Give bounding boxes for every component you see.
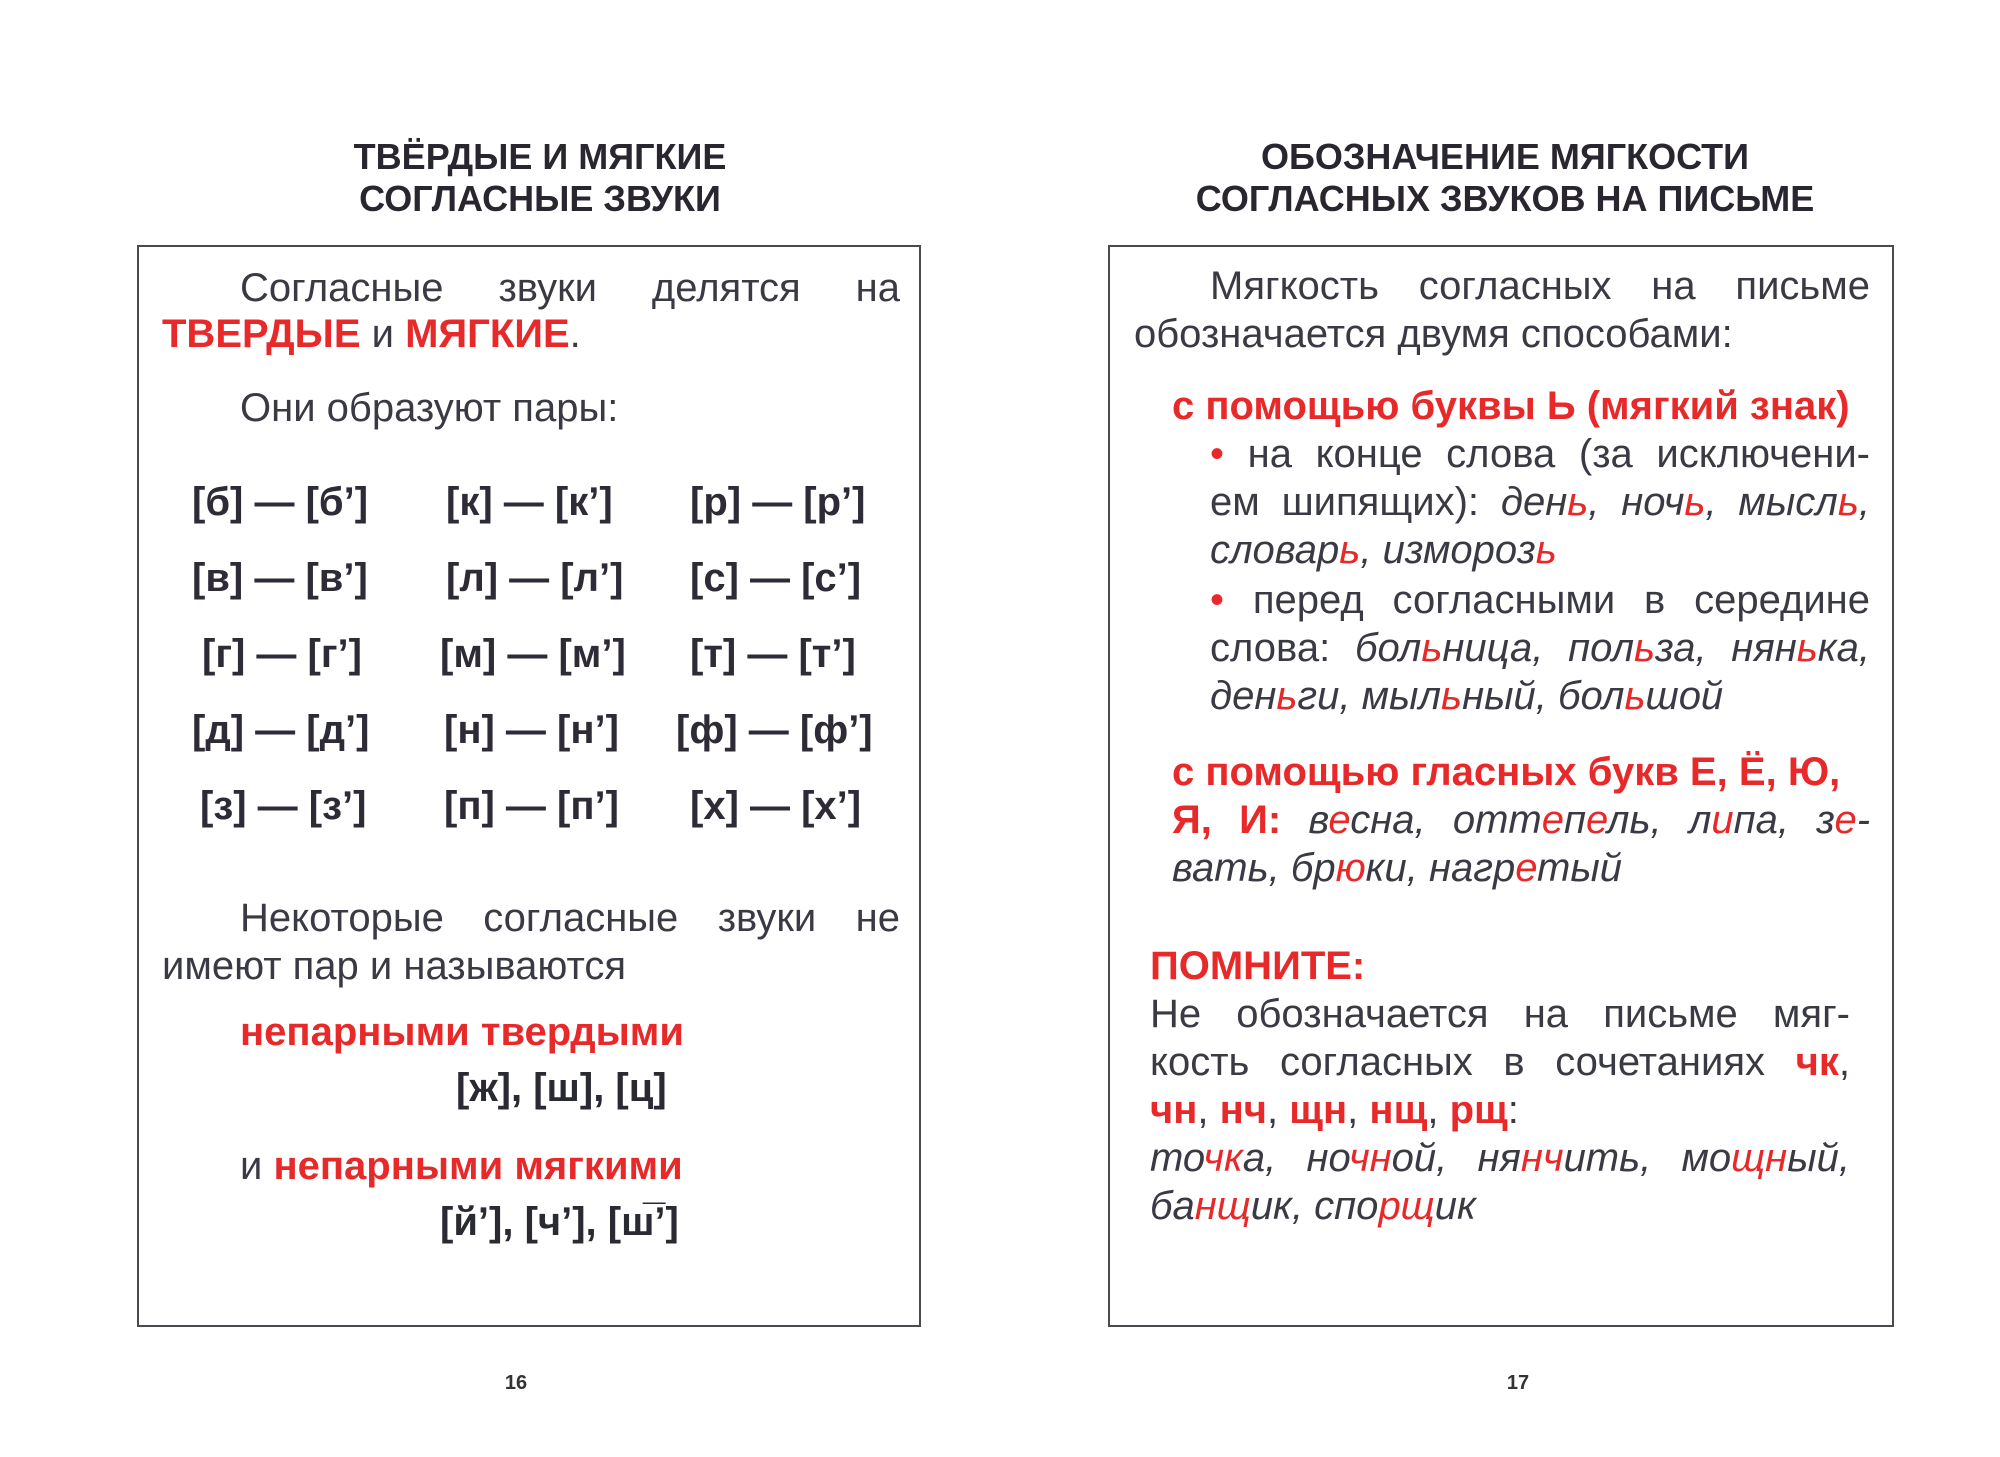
combo-nshch: нщ: [1369, 1088, 1428, 1132]
sep: ,: [1427, 1088, 1450, 1132]
unpaired-hard-label: непарными твердыми: [240, 1010, 684, 1054]
unpaired-line2: имеют пар и называются: [162, 944, 627, 988]
left-intro-line1: Согласные звуки делятся на: [240, 266, 900, 310]
pair-z: [з] — [з’]: [200, 784, 367, 828]
pair-p: [п] — [п’]: [444, 784, 619, 828]
right-page-number: 17: [1506, 1372, 1530, 1394]
unpaired-soft-line: [240, 1142, 683, 1190]
bullet2-line2: слова: больница, польза, нянька,: [1210, 626, 1870, 670]
remember-line2: [1150, 1038, 1850, 1086]
remember-line2-plain: кость согласных в сочетаниях: [1150, 1040, 1796, 1084]
pair-f: [ф] — [ф’]: [676, 708, 873, 752]
left-intro-line2: [162, 310, 581, 358]
right-intro-line1: Мягкость согласных на письме: [1210, 264, 1870, 308]
combo-shchn: щн: [1289, 1088, 1348, 1132]
pair-v: [в] — [в’]: [192, 556, 368, 600]
pair-t: [т] — [т’]: [690, 632, 856, 676]
left-title-line2: СОГЛАСНЫЕ ЗВУКИ: [359, 178, 721, 219]
pair-b: [б] — [б’]: [192, 480, 369, 524]
unpaired-soft-and: и: [240, 1144, 274, 1188]
bullet2-dot: •: [1210, 578, 1225, 622]
bullet1-line2: ем шипящих): день, ночь, мысль,: [1210, 480, 1871, 524]
right-title-line1: ОБОЗНАЧЕНИЕ МЯГКОСТИ: [1260, 136, 1750, 177]
combo-nch: нч: [1219, 1088, 1268, 1132]
pair-l: [л] — [л’]: [446, 556, 624, 600]
method1-heading: с помощью буквы Ь (мягкий знак): [1172, 384, 1850, 428]
combo-chn: чн: [1150, 1088, 1198, 1132]
pair-s: [с] — [с’]: [690, 556, 862, 600]
right-page-title: [1140, 136, 1870, 220]
remember-examples-line1: точка, ночной, нянчить, мощный,: [1150, 1136, 1850, 1180]
bullet1-line3: словарь, изморoзь: [1210, 528, 1557, 572]
sep: ,: [1347, 1088, 1370, 1132]
right-intro-line2: обозначается двумя способами:: [1134, 312, 1733, 356]
unpaired-hard-sounds: [ж], [ш], [ц]: [456, 1066, 667, 1110]
unpaired-line1: Некоторые согласные звуки не: [240, 896, 900, 940]
bullet1-dot: •: [1210, 432, 1225, 476]
colon: :: [1507, 1088, 1519, 1132]
remember-examples-line2: банщик, спорщик: [1150, 1184, 1476, 1228]
remember-heading: ПОМНИТЕ:: [1150, 944, 1366, 988]
pair-n: [н] — [н’]: [444, 708, 619, 752]
pair-g: [г] — [г’]: [202, 632, 362, 676]
soft-label: МЯГКИЕ: [405, 312, 570, 356]
bullet1-line2-plain: ем шипящих):: [1210, 480, 1501, 524]
left-title-line1: ТВЁРДЫЕ И МЯГКИЕ: [353, 136, 727, 177]
bullet1-line1: • на конце слова (за исключени-: [1210, 432, 1870, 476]
sep: ,: [1197, 1088, 1220, 1132]
method2-heading-line1: с помощью гласных букв Е, Ё, Ю,: [1172, 750, 1841, 794]
remember-line1: Не обозначается на письме мяг-: [1150, 992, 1850, 1036]
combo-chk-comma: ,: [1838, 1040, 1850, 1084]
method2-line2: Я, И: весна, оттепель, липа, зе-: [1172, 798, 1871, 842]
hard-label: ТВЕРДЫЕ: [162, 312, 361, 356]
unpaired-soft-label: непарными мягкими: [273, 1144, 683, 1188]
intro-dot: .: [569, 312, 581, 356]
combo-chk: чк: [1795, 1040, 1839, 1084]
method2-line3: вать, брюки, нагретый: [1172, 846, 1623, 890]
pair-d: [д] — [д’]: [192, 708, 370, 752]
pair-m: [м] — [м’]: [440, 632, 626, 676]
bullet2-line3: деньги, мыльный, большой: [1210, 674, 1724, 718]
sep: ,: [1267, 1088, 1290, 1132]
remember-line3: [1150, 1086, 1519, 1134]
pair-r: [р] — [р’]: [690, 480, 866, 524]
left-page-number: 16: [504, 1372, 528, 1394]
right-title-line2: СОГЛАСНЫХ ЗВУКОВ НА ПИСЬМЕ: [1195, 178, 1815, 219]
intro-and: и: [360, 312, 406, 356]
method2-heading-line2: Я, И:: [1172, 798, 1282, 842]
unpaired-soft-sounds: [й’], [ч’], [ш̅’]: [440, 1200, 679, 1244]
pairs-intro: Они образуют пары:: [240, 386, 619, 430]
combo-rshch: рщ: [1449, 1088, 1508, 1132]
bullet2-line2-plain: слова:: [1210, 626, 1355, 670]
pair-h: [х] — [х’]: [690, 784, 862, 828]
pair-k: [к] — [к’]: [446, 480, 613, 524]
bullet2-line1: • перед согласными в середине: [1210, 578, 1870, 622]
left-page-title: [260, 136, 820, 220]
